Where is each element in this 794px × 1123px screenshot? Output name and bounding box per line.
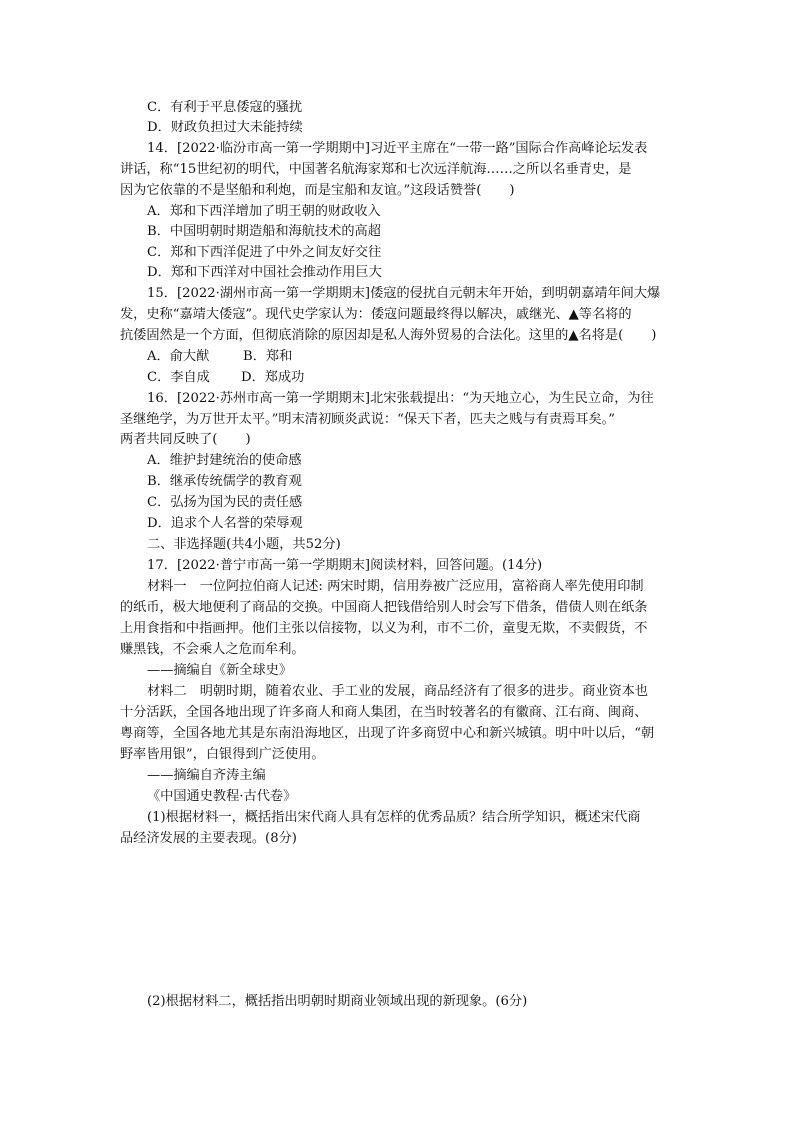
q16-option-c: C．弘扬为国为民的责任感 [147,495,303,510]
q14-option-a: A．郑和下西洋增加了明王朝的财政收入 [147,204,381,219]
q17-sub-question-1-line-2: 品经济发展的主要表现。(8分) [120,831,297,846]
answer-space-2[interactable] [120,1020,680,1110]
q16-stem-line-2: 圣继绝学，为万世开太平。”明末清初顾炎武说：“保天下者，匹夫之贱与有责焉耳矣。” [120,412,615,427]
q17-material-1-line-2: 的纸币，极大地便利了商品的交换。中国商人把钱借给别人时会写下借条，借债人则在纸条 [120,600,648,615]
q17-material-2-line-1: 材料二 明朝时期，随着农业、手工业的发展，商品经济有了很多的进步。商业资本也 [147,684,649,699]
q16-option-d: D．追求个人名誉的荣辱观 [147,516,303,531]
section-heading: 二、非选择题(共4小题，共52分) [147,537,341,552]
q17-material-2-line-3: 粤商等，全国各地尤其是东南沿海地区，出现了许多商贸中心和新兴城镇。明中叶以后，“朝 [120,726,655,741]
q13-option-d: D．财政负担过大未能持续 [147,120,303,135]
q16-stem-line-1: 16．[2022·苏州市高一第一学期期末]北宋张载提出：“为天地立心，为生民立命，为往 [147,391,654,406]
q15-stem-line-1: 15．[2022·湖州市高一第一学期期末]倭寇的侵扰自元朝末年开始，到明朝嘉靖年间大爆 [147,286,661,301]
q16-stem-close: ) [245,432,251,447]
q16-stem-line-3 [120,430,251,450]
q15-stem-text: 抗倭固然是一个方面，但彻底消除的原因却是私人海外贸易的合法化。这里的▲名将是( [120,328,624,343]
answer-space-1[interactable] [120,860,680,980]
q15-stem-close: ) [651,328,657,343]
q15-stem-line-2: 发，史称“嘉靖大倭寇”。现代史学家认为：倭寇问题最终得以解决，戚继光、▲等名将的 [120,307,632,322]
q15-option-d: D．郑成功 [241,370,305,385]
q17-material-1-line-4: 赚黑钱，不会乘人之危而牟利。 [120,642,305,657]
q14-option-b: B．中国明朝时期造船和海航技术的高超 [147,224,381,239]
q17-material-2-line-4: 野率皆用银”，白银得到广泛使用。 [120,747,325,762]
q14-stem-line-1: 14．[2022·临汾市高一第一学期期中]习近平主席在“一带一路”国际合作高峰论坛发表 [147,141,648,156]
q16-option-a: A．维护封建统治的使命感 [147,453,302,468]
q15-options-row-1 [147,347,292,367]
q14-option-d: D．郑和下西洋对中国社会推动作用巨大 [147,265,382,280]
q13-option-c: C．有利于平息倭寇的骚扰 [147,100,303,115]
q17-material-1-line-3: 上用食指和中指画押。他们主张以信接物，以义为利，市不二价，童叟无欺，不卖假货，不 [120,621,648,636]
q14-stem-line-3 [120,181,515,201]
q14-option-c: C．郑和下西洋促进了中外之间友好交往 [147,245,382,260]
q16-stem-text: 两者共同反映了( [120,432,218,447]
q17-material-1-line-1: 材料一 一位阿拉伯商人记述: 两宋时期，信用券被广泛应用，富裕商人率先使用印制 [147,579,644,594]
q15-stem-line-3 [120,326,656,346]
q17-stem: 17．[2022·普宁市高一第一学期期末]阅读材料，回答问题。(14分) [147,558,543,573]
q17-material-2-source-1: ——摘编自齐涛主编 [147,768,266,783]
q17-material-2-line-2: 十分活跃，全国各地出现了许多商人和商人集团，在当时较著名的有徽商、江右商、闽商、 [120,705,648,720]
q15-option-a: A．俞大猷 [147,349,210,364]
q14-stem-text: 因为它依靠的不是坚船和利炮，而是宝船和友谊。”这段话赞誉( [120,183,482,198]
q14-stem-line-2: 讲话，称“15世纪初的明代，中国著名航海家郑和七次远洋航海……之所以名垂青史，是 [120,162,632,177]
q17-sub-question-2: (2)根据材料二，概括指出明朝时期商业领域出现的新现象。(6分) [147,994,528,1009]
q17-material-1-source: ——摘编自《新全球史》 [147,663,293,678]
q17-sub-question-1-line-1: (1)根据材料一，概括指出宋代商人具有怎样的优秀品质？结合所学知识，概述宋代商 [147,810,641,825]
q15-options-row-2 [147,368,304,388]
q16-option-b: B．继承传统儒学的教育观 [147,474,302,489]
q14-stem-close: ) [509,183,515,198]
q15-option-c: C．李自成 [147,370,210,385]
q17-material-2-source-2: 《中国通史教程·古代卷》 [147,789,297,804]
q15-option-b: B．郑和 [243,349,293,364]
